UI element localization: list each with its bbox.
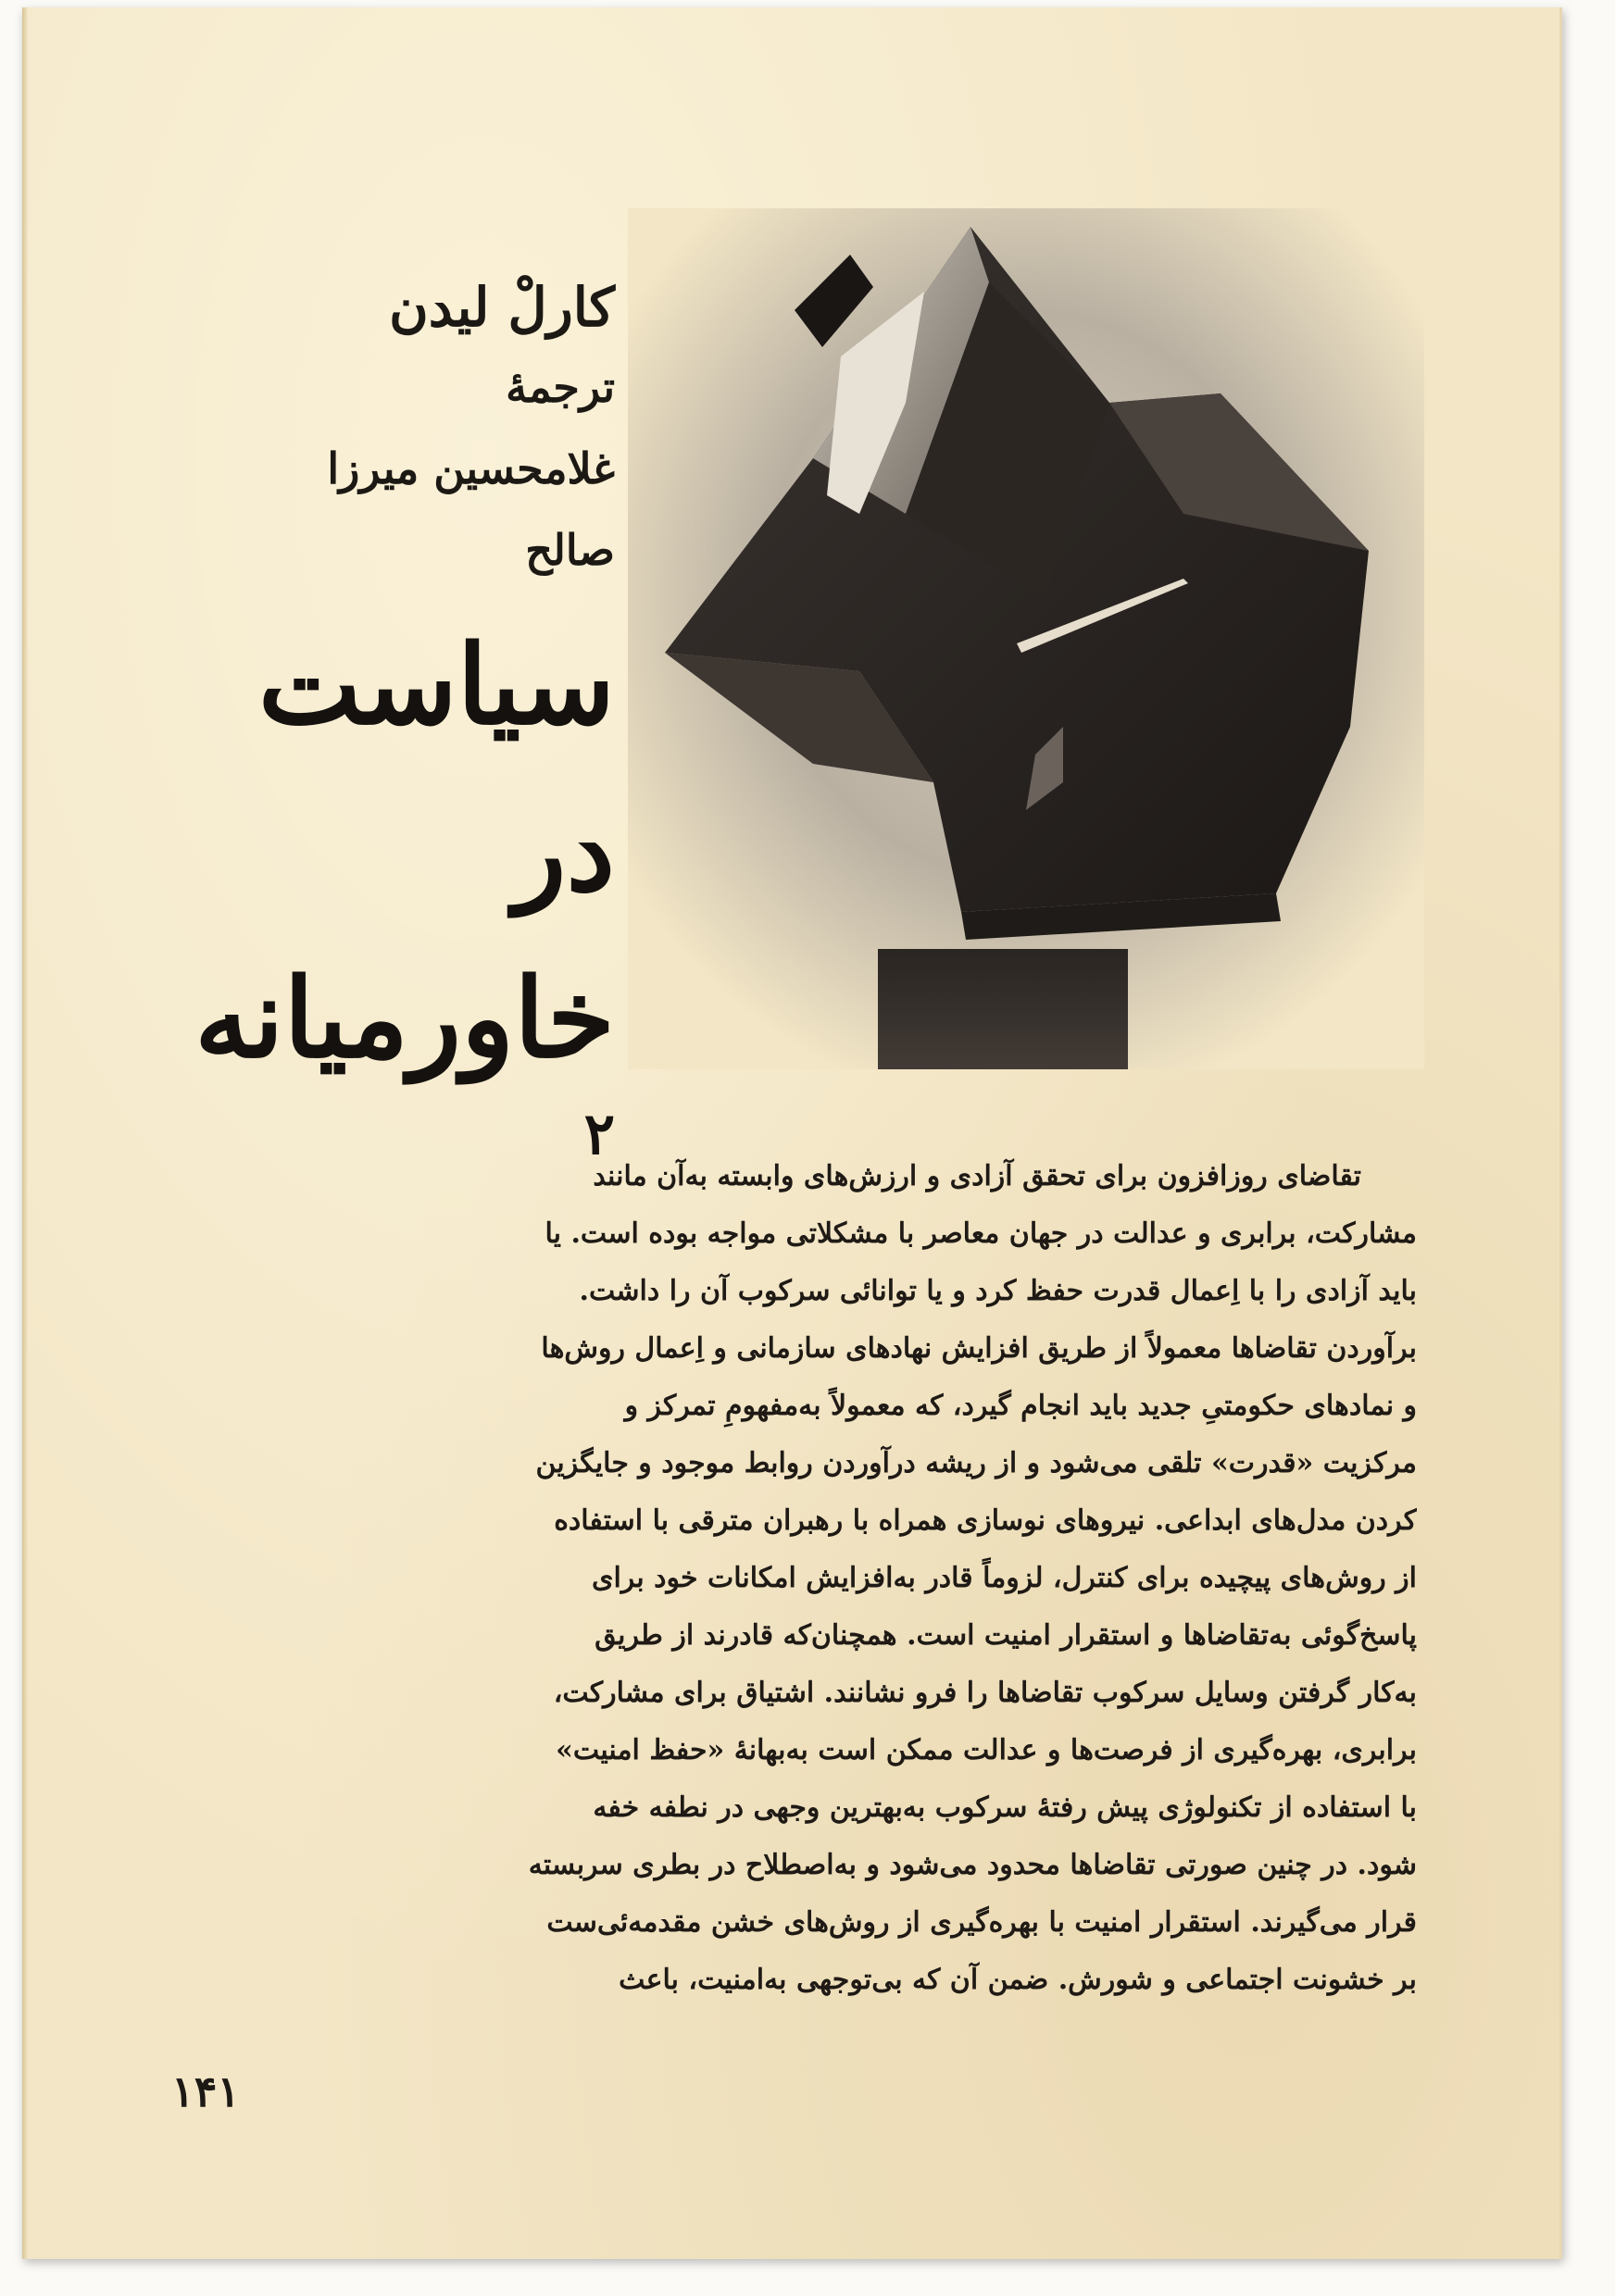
body-line: پاسخ‌گوئی به‌تقاضاها و استقرار امنیت است. همچنان‌که قادرند از طریق (595, 1619, 1417, 1652)
title-line-2: در (513, 787, 615, 916)
translation-label: ترجمهٔ (506, 362, 615, 412)
body-line: از روش‌های پیچیده برای کنترل، لزوماً قادر به‌افزایش امکانات خود برای (591, 1562, 1417, 1594)
body-line: برابری، بهره‌گیری از فرصت‌ها و عدالت ممکن است به‌بهانهٔ «حفظ امنیت» (556, 1734, 1417, 1766)
translator-surname: صالح (525, 525, 615, 575)
article-body (352, 1148, 1417, 2009)
body-line: باید آزادی را با اِعمال قدرت حفظ کرد و یا توانائی سرکوب آن را داشت. (579, 1275, 1417, 1307)
abstract-sculpture-image (628, 208, 1424, 1069)
body-line: کردن مدل‌های ابداعی. نیروهای نوسازی همراه با رهبران مترقی با استفاده (554, 1504, 1417, 1537)
article-credits (226, 268, 615, 591)
body-line: قرار می‌گیرند. استقرار امنیت با بهره‌گیری از روش‌های خشن مقدمه‌ئی‌ست (546, 1906, 1417, 1939)
paper-edge (22, 7, 28, 2259)
body-line: مشارکت، برابری و عدالت در جهان معاصر با مشکلاتی مواجه بوده است. یا (545, 1217, 1417, 1250)
body-line: بر خشونت اجتماعی و شورش. ضمن آن که بی‌توجهی به‌امنیت، باعث (619, 1964, 1417, 1996)
translator-name: غلامحسین میرزا (327, 443, 615, 493)
title-line-1: سیاست (257, 620, 615, 749)
title-line-3: خاورمیانه (194, 954, 615, 1082)
body-line: مرکزیت «قدرت» تلقی می‌شود و از ریشه درآوردن روابط موجود و جایگزین (535, 1447, 1417, 1479)
body-line: با استفاده از تکنولوژی پیش رفتهٔ سرکوب به‌بهترین وجهی در نطفه خفه (593, 1791, 1417, 1824)
body-line: و نمادهای حکومتیِ جدید باید انجام گیرد، که معمولاً به‌مفهومِ تمرکز و (624, 1390, 1417, 1422)
body-line: تقاضای روزافزون برای تحقق آزادی و ارزش‌های وابسته به‌آن مانند (593, 1160, 1361, 1192)
body-line: به‌کار گرفتن وسایل سرکوب تقاضاها را فرو نشانند. اشتیاق برای مشارکت، (553, 1677, 1417, 1709)
page-number: ۱۴۱ (171, 2066, 241, 2116)
sculpture-illustration (628, 208, 1424, 1069)
body-line: برآوردن تقاضاها معمولاً از طریق افزایش نهادهای سازمانی و اِعمال روش‌ها (541, 1332, 1417, 1365)
article-title (133, 602, 615, 1176)
author-name: کارلْ لیدن (389, 276, 615, 339)
body-line: شود. در چنین صورتی تقاضاها محدود می‌شود و به‌اصطلاح در بطری سربسته (528, 1849, 1417, 1881)
part-number: ۲ (583, 1100, 615, 1167)
